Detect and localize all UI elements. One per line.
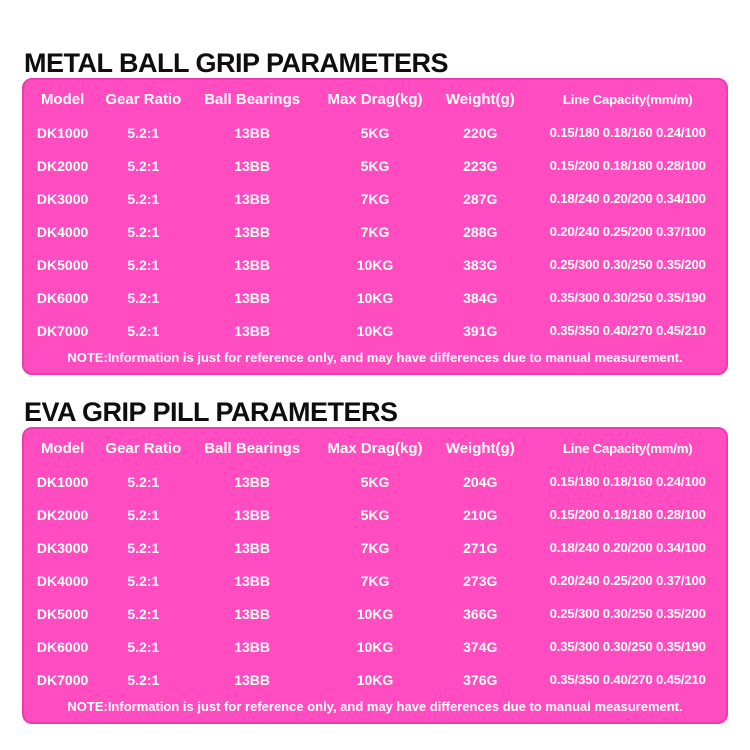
cell-line-capacity: 0.18/240 0.20/200 0.34/100 xyxy=(549,540,706,555)
column-header-max-drag: Max Drag(kg) xyxy=(327,90,423,108)
cell-line-capacity: 0.15/180 0.18/160 0.24/100 xyxy=(549,125,706,140)
cell-gear-ratio: 5.2:1 xyxy=(127,124,160,141)
cell-gear-ratio: 5.2:1 xyxy=(127,322,160,339)
cell-weight: 210G xyxy=(463,506,498,523)
cell-gear-ratio: 5.2:1 xyxy=(127,473,160,490)
cell-weight: 273G xyxy=(463,572,498,589)
cell-line-capacity: 0.18/240 0.20/200 0.34/100 xyxy=(549,191,706,206)
cell-ball-bearings: 13BB xyxy=(234,506,271,523)
cell-max-drag: 10KG xyxy=(356,289,394,306)
cell-model: DK3000 xyxy=(36,190,89,207)
cell-gear-ratio: 5.2:1 xyxy=(127,572,160,589)
cell-max-drag: 10KG xyxy=(356,605,394,622)
cell-ball-bearings: 13BB xyxy=(234,671,271,688)
cell-line-capacity: 0.25/300 0.30/250 0.35/200 xyxy=(549,257,706,272)
table-row xyxy=(24,116,726,149)
table-row xyxy=(24,564,726,597)
cell-ball-bearings: 13BB xyxy=(234,223,271,240)
section-title-metal-ball-grip: METAL BALL GRIP PARAMETERS xyxy=(24,48,449,78)
column-header-line-capacity: Line Capacity(mm/m) xyxy=(562,91,693,107)
cell-gear-ratio: 5.2:1 xyxy=(127,671,160,688)
cell-weight: 383G xyxy=(463,256,498,273)
table-row xyxy=(24,597,726,630)
cell-line-capacity: 0.35/300 0.30/250 0.35/190 xyxy=(549,639,706,654)
table-note: NOTE:Information is just for reference only, and may have differences due to manual measurement. xyxy=(67,350,683,365)
cell-ball-bearings: 13BB xyxy=(234,124,271,141)
table-body xyxy=(24,465,726,696)
cell-max-drag: 5KG xyxy=(360,473,390,490)
cell-model: DK7000 xyxy=(36,671,89,688)
table-row xyxy=(24,248,726,281)
table-header-row xyxy=(24,82,726,116)
cell-max-drag: 5KG xyxy=(360,157,390,174)
cell-ball-bearings: 13BB xyxy=(234,289,271,306)
cell-gear-ratio: 5.2:1 xyxy=(127,539,160,556)
cell-max-drag: 7KG xyxy=(360,539,390,556)
cell-line-capacity: 0.20/240 0.25/200 0.37/100 xyxy=(549,224,706,239)
column-header-weight: Weight(g) xyxy=(445,90,515,108)
spec-table-metal-ball-grip xyxy=(22,78,728,375)
cell-ball-bearings: 13BB xyxy=(234,190,271,207)
cell-line-capacity: 0.25/300 0.30/250 0.35/200 xyxy=(549,606,706,621)
cell-model: DK3000 xyxy=(36,539,89,556)
cell-max-drag: 10KG xyxy=(356,671,394,688)
cell-weight: 391G xyxy=(463,322,498,339)
cell-gear-ratio: 5.2:1 xyxy=(127,157,160,174)
cell-ball-bearings: 13BB xyxy=(234,539,271,556)
column-header-max-drag: Max Drag(kg) xyxy=(327,439,423,457)
cell-weight: 288G xyxy=(463,223,498,240)
cell-model: DK7000 xyxy=(36,322,89,339)
cell-model: DK2000 xyxy=(36,506,89,523)
column-header-model: Model xyxy=(40,90,85,108)
cell-weight: 220G xyxy=(463,124,498,141)
cell-max-drag: 7KG xyxy=(360,572,390,589)
column-header-weight: Weight(g) xyxy=(445,439,515,457)
column-header-model: Model xyxy=(40,439,85,457)
cell-max-drag: 7KG xyxy=(360,190,390,207)
cell-weight: 223G xyxy=(463,157,498,174)
table-row xyxy=(24,215,726,248)
cell-gear-ratio: 5.2:1 xyxy=(127,190,160,207)
cell-weight: 384G xyxy=(463,289,498,306)
cell-max-drag: 10KG xyxy=(356,638,394,655)
cell-model: DK5000 xyxy=(36,605,89,622)
table-row xyxy=(24,281,726,314)
cell-gear-ratio: 5.2:1 xyxy=(127,223,160,240)
cell-model: DK1000 xyxy=(36,124,89,141)
table-row xyxy=(24,182,726,215)
cell-model: DK4000 xyxy=(36,572,89,589)
cell-model: DK2000 xyxy=(36,157,89,174)
cell-gear-ratio: 5.2:1 xyxy=(127,256,160,273)
cell-max-drag: 7KG xyxy=(360,223,390,240)
table-row xyxy=(24,663,726,696)
column-header-gear-ratio: Gear Ratio xyxy=(105,439,182,457)
cell-weight: 376G xyxy=(463,671,498,688)
cell-weight: 374G xyxy=(463,638,498,655)
cell-ball-bearings: 13BB xyxy=(234,473,271,490)
cell-weight: 366G xyxy=(463,605,498,622)
table-row xyxy=(24,465,726,498)
cell-ball-bearings: 13BB xyxy=(234,256,271,273)
table-header-row xyxy=(24,431,726,465)
table-body xyxy=(24,116,726,347)
column-header-gear-ratio: Gear Ratio xyxy=(105,90,182,108)
cell-max-drag: 10KG xyxy=(356,322,394,339)
eva-grip-pill-section xyxy=(22,399,728,724)
cell-gear-ratio: 5.2:1 xyxy=(127,506,160,523)
cell-model: DK6000 xyxy=(36,289,89,306)
cell-model: DK1000 xyxy=(36,473,89,490)
cell-line-capacity: 0.35/350 0.40/270 0.45/210 xyxy=(549,323,706,338)
cell-gear-ratio: 5.2:1 xyxy=(127,638,160,655)
column-header-line-capacity: Line Capacity(mm/m) xyxy=(562,440,693,456)
table-row xyxy=(24,630,726,663)
cell-weight: 204G xyxy=(463,473,498,490)
cell-ball-bearings: 13BB xyxy=(234,322,271,339)
cell-ball-bearings: 13BB xyxy=(234,605,271,622)
table-note: NOTE:Information is just for reference only, and may have differences due to manual measurement. xyxy=(67,699,683,714)
cell-model: DK4000 xyxy=(36,223,89,240)
column-header-ball-bearings: Ball Bearings xyxy=(204,439,301,457)
cell-line-capacity: 0.20/240 0.25/200 0.37/100 xyxy=(549,573,706,588)
cell-ball-bearings: 13BB xyxy=(234,638,271,655)
cell-line-capacity: 0.35/300 0.30/250 0.35/190 xyxy=(549,290,706,305)
table-row xyxy=(24,531,726,564)
cell-model: DK5000 xyxy=(36,256,89,273)
cell-line-capacity: 0.15/180 0.18/160 0.24/100 xyxy=(549,474,706,489)
column-header-ball-bearings: Ball Bearings xyxy=(204,90,301,108)
cell-ball-bearings: 13BB xyxy=(234,157,271,174)
cell-gear-ratio: 5.2:1 xyxy=(127,289,160,306)
cell-max-drag: 5KG xyxy=(360,124,390,141)
table-row xyxy=(24,314,726,347)
spec-table-eva-grip-pill xyxy=(22,427,728,724)
table-row xyxy=(24,149,726,182)
cell-line-capacity: 0.35/350 0.40/270 0.45/210 xyxy=(549,672,706,687)
section-title-eva-grip-pill: EVA GRIP PILL PARAMETERS xyxy=(24,397,398,427)
cell-line-capacity: 0.15/200 0.18/180 0.28/100 xyxy=(549,507,706,522)
cell-gear-ratio: 5.2:1 xyxy=(127,605,160,622)
cell-max-drag: 5KG xyxy=(360,506,390,523)
cell-weight: 287G xyxy=(463,190,498,207)
cell-line-capacity: 0.15/200 0.18/180 0.28/100 xyxy=(549,158,706,173)
cell-max-drag: 10KG xyxy=(356,256,394,273)
cell-ball-bearings: 13BB xyxy=(234,572,271,589)
cell-weight: 271G xyxy=(463,539,498,556)
table-row xyxy=(24,498,726,531)
cell-model: DK6000 xyxy=(36,638,89,655)
metal-ball-grip-section xyxy=(22,50,728,375)
